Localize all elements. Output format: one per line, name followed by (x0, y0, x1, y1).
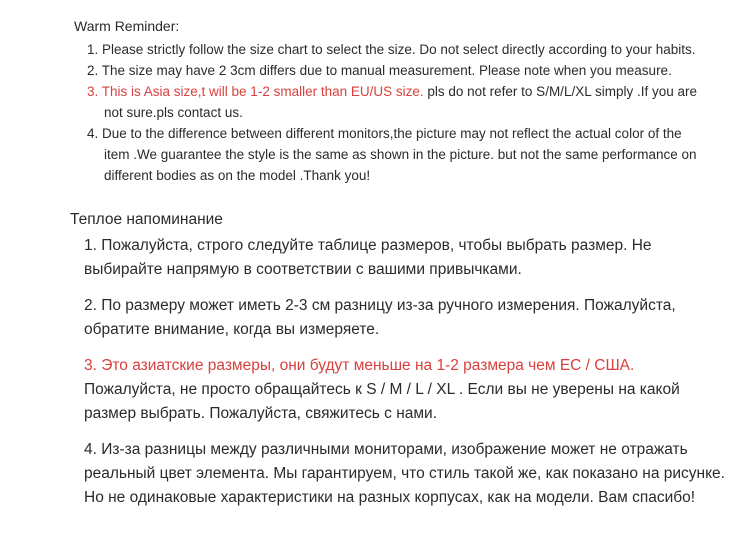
english-reminder-item-3 (87, 81, 704, 123)
russian-reminder-item-4: 4. Из-за разницы между различными мониторами, изображение может не отражать реальный цвет элемента. Мы гарантируем, что стиль такой же, как показано на рисунке. Но не одинаковые характеристики на разных корпусах, как на модели. Вам спасибо! (84, 441, 725, 506)
russian-reminder-title: Теплое напоминание (70, 211, 223, 228)
english-reminder-item-4: 4. Due to the difference between different monitors,the picture may not reflect the actual color of the item .We guarantee the style is the same as shown in the picture. but not the same performance on different bodies as on the model .Thank you! (87, 126, 697, 183)
english-item-3-warning-text: 3. This is Asia size,t will be 1-2 smaller than EU/US size. (87, 84, 424, 99)
english-item-3-rest-text: pls do not refer to S/M/L/XL simply .If you are not sure.pls contact us. (104, 84, 697, 120)
english-reminder-section (70, 16, 695, 186)
russian-item-3-warning-text: 3. Это азиатские размеры, они будут меньше на 1-2 размера чем ЕС / США. (84, 357, 635, 374)
russian-reminder-item-2: 2. По размеру может иметь 2-3 см разницу из-за ручного измерения. Пожалуйста, обратите внимание, когда вы измеряете. (84, 297, 676, 338)
russian-item-3-rest-text: Пожалуйста, не просто обращайтесь к S / M / L / XL . Если вы не уверены на какой размер выбрать. Пожалуйста, свяжитесь с нами. (84, 381, 680, 422)
english-reminder-item-1: 1. Please strictly follow the size chart to select the size. Do not select directly according to your habits. (87, 42, 696, 57)
english-reminder-title: Warm Reminder: (74, 18, 180, 34)
russian-reminder-item-1: 1. Пожалуйста, строго следуйте таблице размеров, чтобы выбрать размер. Не выбирайте напрямую в соответствии с вашими привычками. (84, 237, 652, 278)
russian-reminder-item-3 (84, 354, 729, 426)
english-reminder-item-2: 2. The size may have 2 3cm differs due to manual measurement. Please note when you measure. (87, 63, 672, 78)
russian-reminder-section (70, 208, 725, 510)
